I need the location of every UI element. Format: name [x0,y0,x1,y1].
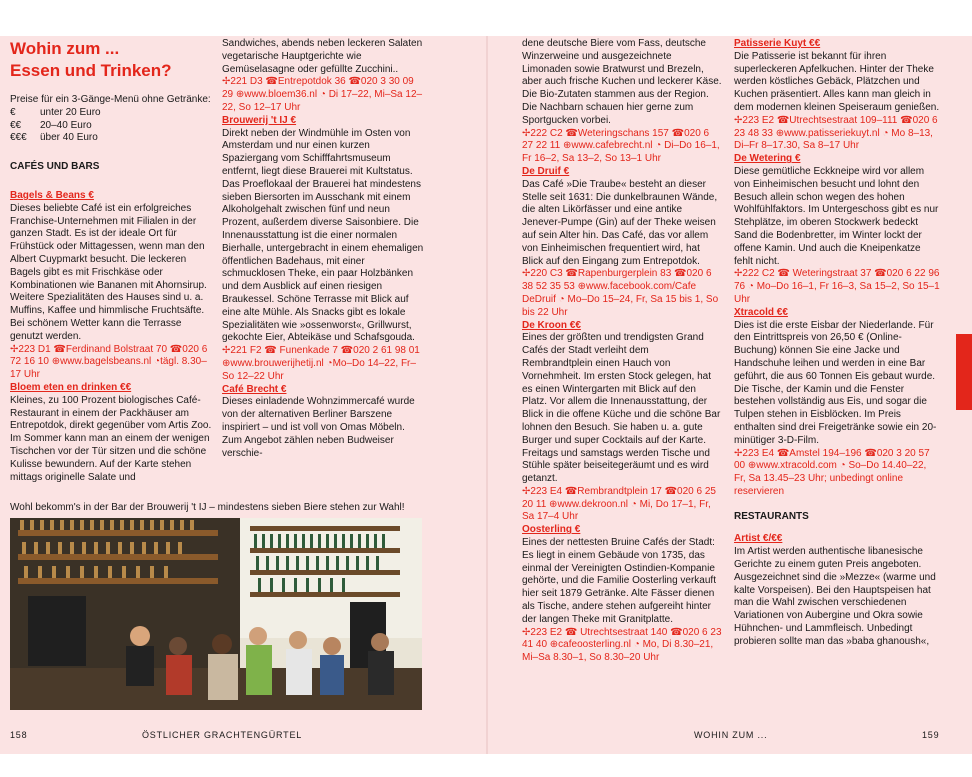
entry-name: Café Brecht € [222,383,287,395]
entry-name: Xtracold €€ [734,306,788,318]
column-3 [522,38,722,665]
page-number-right: 159 [922,730,940,740]
page-number-left: 158 [10,730,28,740]
entry-text: Dieses einladende Wohnzimmercafé wurde von der alternativen Berliner Barszene inspiriert – und ist voll von Omas Möbeln. Zum Angebot zählen neben Budweiser verschie- [222,396,415,459]
entry-text: dene deutsche Biere vom Fass, deutsche Winzerweine und ausgezeichnete Limonaden sowie Bratwurst und Brezeln, aber auch frische Kuchen und leckerer Käse. Die Bio-Zutaten stammen aus der Region. Die Nachbarn schauen hier gerne zum Sportgucken vorbei. [522,38,722,126]
entry-name: De Wetering € [734,153,801,165]
column-4 [734,38,940,649]
entry-name: Bagels & Beans € [10,189,94,201]
entry-info: ✢222 C2 ☎Weteringschans 157 ☎020 6 27 22 11 ⊕www.cafebrecht.nl ◔ Di–Do 16–1, Fr 16–2, Sa 13–2, So 13–1 Uhr [522,127,720,165]
entry-text: Direkt neben der Windmühle im Osten von Amsterdam und nur einen kurzen Spaziergang vom Schifffahrtsmuseum entfernt, liegt diese Brauerei mit Kultstatus. Das Proeflokaal der Brauerei hat mindestens sieben Biersorten im Ausschank mit einem Alkoholgehalt zwischen fünf und neun Prozent, außerdem diverse Saisonbiere. Die Innenausstattung ist die einer normalen Bierhalle, untergebracht in einem ehemaligen öffentlichen Badehaus, mit einer schmucklosen Theke, ein paar Holzbänken und dem Ausblick auf einen riesigen Braukessel. Schöne Terrasse mit Blick auf eine alte Mühle. Als Snacks gibt es lokale Spezialitäten wie »ossenworst«, Grillwurst, gekochte Eier, Abteikäse und Schafsgouda. [222,127,424,344]
entry-info: ✢221 D3 ☎Entrepotdok 36 ☎020 3 30 09 29 ⊕www.bloem36.nl ◔ Di 17–22, Mi–Sa 12–22, So 12–17 Uhr [222,76,423,113]
footer-right: WOHIN ZUM ... [694,730,768,740]
entry-info: ✢223 E4 ☎Amstel 194–196 ☎020 3 20 57 00 ⊕www.xtracold.com ◔ So–Do 14.40–22, Fr, Sa 13.45–23 Uhr; unbedingt online reservieren [734,447,930,497]
entry-info: ✢223 E2 ☎Utrechtsestraat 109–111 ☎020 6 23 48 33 ⊕www.patisseriekuyt.nl ◔ Mo 8–13, Di–Fr 8–17.30, Sa 8–17 Uhr [734,114,938,152]
footer-left: ÖSTLICHER GRACHTENGÜRTEL [142,730,303,740]
entry-text: Dies ist die erste Eisbar der Niederlande. Für den Eintrittspreis von 26,50 € (Online-Buchung) können Sie eine Jacke und Handschuhe leihen und werden in eine Bar geführt, die aus 60 Tonnen Eis gebaut wurde. Die Tische, der Kamin und die Fenster bestehen vollständig aus Eis, und sogar die Tulpen stehen in Eisblöcken. Im Preis enthalten sind drei Freigetränke sowie ein 20-minütiger 3-D-Film. [734,319,937,446]
entry-name: De Druif € [522,165,570,177]
entry-info: ✢220 C3 ☎Rapenburgerplein 83 ☎020 6 38 52 35 53 ⊕www.facebook.com/Cafe DeDruif ◔ Mo–Do 15–24, Fr, Sa 15 bis 1, So bis 22 Uhr [522,268,719,318]
entry-name: Brouwerij 't IJ € [222,114,297,126]
entry-name: Artist €/€€ [734,533,783,545]
section-heading: RESTAURANTS [734,510,809,522]
entry-text: Eines der nettesten Bruine Cafés der Stadt: Es liegt in einem Gebäude von 1735, das einmal der Vereinigten Ostindien-Kompanie gehörte, und die Familie Oosterling verkauft hier seit 1879 Getränke. Alte Fässer dienen als Tische, andere stehen aufgereiht hinter der langen Theke mit Granitplatte. [522,537,716,625]
page-gutter [486,36,488,754]
entry-name: Patisserie Kuyt €€ [734,38,821,49]
page-heading: Wohin zum ... Essen und Trinken? [10,39,172,80]
entry-text: Kleines, zu 100 Prozent biologisches Café-Restaurant in einem der Packhäuser am Entrepotdok, direkt gegenüber vom Artis Zoo. Im Sommer kann man an einem der wenigen Tischchen vor der Tür sitzen und die schöne Kulisse bewundern. Auf der Karte stehen mittags originelle Salate und [10,394,212,483]
entry-text: Das Café »Die Traube« besteht an dieser Stelle seit 1631: Die dunkelbraunen Wände, die alten Likörfässer und eine antike Jenever-Pumpe (Gin) auf der Theke weisen auf sein Alter hin. Das Café, das vor allem von Einheimischen frequentiert wird, hat Blick auf den Eingang zum Entrepotdok. [522,178,718,267]
column-2 [222,38,427,460]
entry-info: ✢221 F2 ☎ Funenkade 7 ☎020 2 61 98 01 ⊕www.brouwerijhetij.nl ◔Mo–Do 14–22, Fr–So 12–22 Uhr [222,345,420,382]
entry-name: Oosterling € [522,524,581,536]
entry-text: Im Artist werden authentische libanesische Gerichte zu einem guten Preis angeboten. Ausgezeichnet sind die »Mezze« (warme und kalte Vorspeisen). Bei den Hauptspeisen hat man die Wahl zwischen verschiedenen Variationen von Aubergine und Okra sowie Hühnchen- und Lammfleisch. Unbedingt probieren sollte man das »baba ghanoush«, [734,546,936,647]
entry-text: Diese gemütliche Eckkneipe wird vor allem von Einheimischen besucht und lohnt den Besuch allein schon wegen des hohen Wohlfühlfaktors. Im Untergeschoss gibt es nur Stehplätze, im oberen Stockwerk bedeckt Sand die Bodenbretter, im Winter lockt der offene Kamin. Und auch die Kneipenkatze fehlt nicht. [734,165,939,267]
entry-text: Sandwiches, abends neben leckeren Salaten vegetarische Hauptgerichte wie Gemüselasagne oder gefüllte Zucchini.. [222,38,423,75]
column-1 [10,38,215,484]
section-heading: CAFÉS UND BARS [10,161,100,173]
price-legend: Preise für ein 3-Gänge-Menü ohne Getränke: € unter 20 Euro €€ 20–40 Euro €€€ über 40 Euro [10,94,211,144]
entry-info: ✢223 D1 ☎Ferdinand Bolstraat 70 ☎020 6 72 16 10 ⊕www.bagelsbeans.nl ◔tägl. 8.30–17 Uhr [10,343,208,381]
bar-photo [10,518,422,710]
entry-name: De Kroon €€ [522,319,581,331]
entry-info: ✢223 E2 ☎ Utrechtsestraat 140 ☎020 6 23 41 40 ⊕cafeoosterling.nl ◔ Mo, Di 8.30–21, Mi–Sa 8.30–1, So 8.30–20 Uhr [522,626,722,664]
entry-info: ✢223 E4 ☎Rembrandtplein 17 ☎020 6 25 20 11 ⊕www.dekroon.nl ◔ Mi, Do 17–1, Fr, Sa 17–4 Uhr [522,485,716,523]
entry-text: Die Patisserie ist bekannt für ihren superleckeren Apfelkuchen. Hinter der Theke werden köstliches Gebäck, Plätzchen und Kuchen präsentiert. Alles kann man gleich in dem modernen kleinen Speiseraum genießen. [734,50,940,113]
bar-photo-illustration [10,518,422,710]
chapter-tab [956,334,972,410]
entry-text: Dieses beliebte Café ist ein erfolgreiches Franchise-Unternehmen mit Filialen in der ganzen Stadt. Es ist der ideale Ort für Frühstück oder Mittagessen, wenn man den Albert Cuypmarkt besucht. Die leckeren Bagels gibt es mit Frischkäse oder Kombinationen wie Bananen mit Ahornsirup. Weitere Spezialitäten des Hauses sind u. a. Muffins, Kaffee und himmlische Fruchtsäfte. Bei schönem Wetter kann die Terrasse genutzt werden. [10,202,207,342]
entry-text: Eines der größten und trendigsten Grand Cafés der Stadt verleiht dem Rembrandtplein einen Hauch von Vornehmheit. Im ersten Stock gelegen, hat es einen Wintergarten mit Blick auf den Platz. Vor allem die Innenausstattung, der Blick in die offene Küche und die schöne Bar lohnen den Besuch. Sie haben u. a. gute Burger und super Cocktails auf der Karte. Freitags und samstags werden Tische und Stühle später beiseitegeräumt und es wird getanzt. [522,332,721,485]
photo-caption: Wohl bekomm's in der Bar der Brouwerij 't IJ – mindestens sieben Biere stehen zur Wahl! [10,502,405,513]
entry-name: Bloem eten en drinken €€ [10,381,132,393]
entry-info: ✢222 C2 ☎ Weteringstraat 37 ☎020 6 22 96 76 ◔ Mo–Do 16–1, Fr 16–3, Sa 15–2, So 15–1 Uhr [734,268,940,305]
